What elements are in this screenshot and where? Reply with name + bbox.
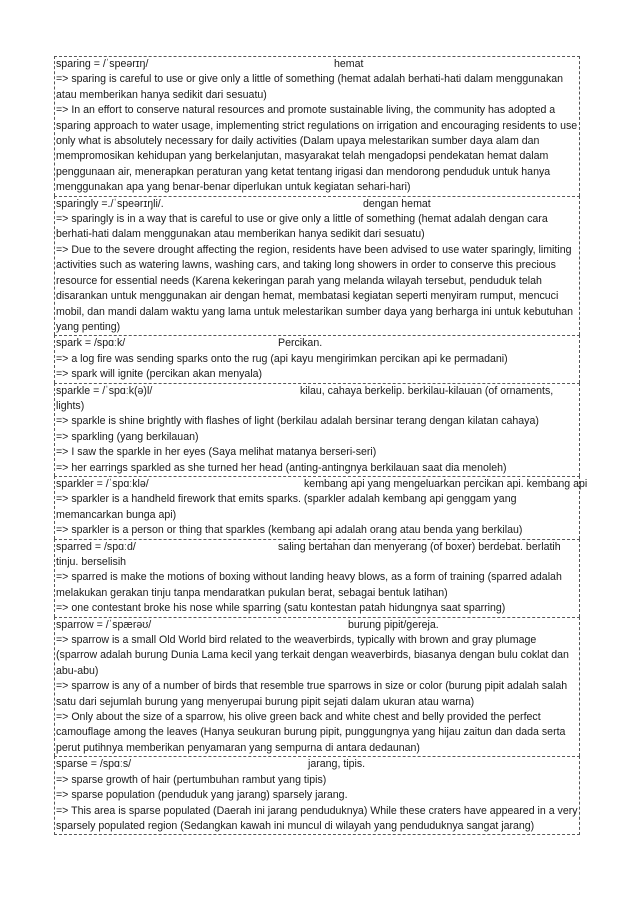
entry-header (56, 618, 578, 633)
meaning: jarang, tipis. (308, 758, 366, 771)
entry-line: => sparrow is a small Old World bird related to the weaverbirds, typically with brown and gray plumage (sparrow adalah burung Dunia Lama kecil yang terkait dengan weaverbirds, biasanya dengan bulu coklat dan abu-abu) (56, 634, 569, 677)
entry-header (56, 757, 578, 772)
headword: sparkle = /ˈspɑːk(ə)l/ (56, 384, 153, 397)
dictionary-entry (54, 196, 580, 336)
meaning: hemat (334, 58, 364, 70)
dictionary-entry (54, 335, 580, 382)
entry-header (56, 336, 578, 351)
meaning: kembang api yang mengeluarkan percikan api. kembang api (304, 477, 588, 490)
dictionary-document (54, 56, 588, 835)
entry-line: => In an effort to conserve natural resources and promote sustainable living, the community has adopted a sparing approach to water usage, implementing strict regulations on irrigation and encouraging residents to use only what is absolutely necessary for daily activities (Dalam upaya melestarikan sumber daya alam dan mempromosikan kehidupan yang berkelanjutan, masyarakat telah mengadopsi pendekatan hemat dalam penggunaan air, menerapkan peraturan yang ketat tentang irigasi dan mendorong penduduk untuk hanya menggunakan apa yang benar-benar diperlukan untuk kegiatan sehari-hari) (56, 104, 578, 194)
headword: sparing = /ˈspeərɪŋ/ (56, 58, 149, 70)
entry-line: => her earrings sparkled as she turned her head (anting-antingnya berkilauan saat dia menoleh) (56, 461, 507, 474)
entry-header (56, 57, 578, 72)
meaning: burung pipit/gereja. (348, 618, 439, 631)
entry-line: => sparingly is in a way that is careful to use or give only a little of something (hemat adalah dengan cara berhati-hati dalam menggunakan atau memberikan hanya sedikit dari sesuatu) (56, 213, 548, 241)
meaning: saling bertahan dan menyerang (of boxer) berdebat. berlatih (278, 540, 561, 553)
entry-line: => sparrow is any of a number of birds that resemble true sparrows in size or color (burung pipit adalah salah satu dari sejumlah burung yang menyerupai burung pipit sejati dalam ukuran atau warna) (56, 680, 568, 708)
entry-line: => sparkler is a person or thing that sparkles (kembang api adalah orang atau benda yang berkilau) (56, 524, 523, 537)
headword: sparred = /spɑːd/ (56, 540, 136, 553)
meaning: dengan hemat (363, 197, 431, 210)
entry-line: => one contestant broke his nose while sparring (satu kontestan patah hidungnya saat sparring) (56, 602, 506, 615)
meaning: Percikan. (278, 337, 323, 350)
entry-header (56, 197, 578, 212)
entry-line: => sparkle is shine brightly with flashes of light (berkilau adalah bersinar terang dengan kilatan cahaya) (56, 415, 539, 428)
entry-line: => Only about the size of a sparrow, his olive green back and white chest and belly provided the perfect camouflage among the leaves (Hanya seukuran burung pipit, punggungnya yang hijau zaitun dan dada serta perut putihnya memberikan penyamaran yang sempurna di antara dedaunan) (56, 711, 566, 754)
entry-line: tinju. berselisih (56, 556, 127, 568)
headword: sparse = /spɑːs/ (56, 758, 132, 771)
entry-line: => I saw the sparkle in her eyes (Saya melihat matanya berseri-seri) (56, 446, 377, 459)
entry-line: => sparkling (yang berkilauan) (56, 430, 199, 443)
dictionary-entry (54, 56, 580, 196)
headword: sparrow = /ˈspærəʊ/ (56, 618, 152, 631)
entry-line: => a log fire was sending sparks onto the rug (api kayu mengirimkan percikan api ke permadani) (56, 352, 508, 365)
entry-line: => sparred is make the motions of boxing without landing heavy blows, as a form of training (sparred adalah melakukan gerakan tinju tanpa mendaratkan pukulan berat, sebagai bentuk latihan) (56, 571, 562, 599)
headword: spark = /spɑːk/ (56, 337, 126, 350)
dictionary-entry (54, 476, 588, 539)
dictionary-entry (54, 383, 580, 476)
entry-line: => This area is sparse populated (Daerah ini jarang penduduknya) While these craters have appeared in a very sparsely populated region (Sedangkan kawah ini muncul di wilayah yang penduduknya sangat jarang) (56, 804, 578, 832)
entry-line: => sparing is careful to use or give only a little of something (hemat adalah berhati-hati dalam menggunakan atau memberikan hanya sedikit dari sesuatu) (56, 73, 564, 101)
entry-header (56, 477, 588, 492)
entry-line: => Due to the severe drought affecting the region, residents have been advised to use water sparingly, limiting activities such as watering lawns, washing cars, and taking long showers in order to conserve this precious resource for essential needs (Karena kekeringan parah yang melanda wilayah tersebut, penduduk telah disarankan untuk menggunakan air dengan hemat, membatasi kegiatan seperti menyiram rumput, mencuci mobil, dan mandi dalam waktu yang lama untuk melestarikan sumber daya yang berharga ini untuk kebutuhan yang penting) (56, 243, 574, 333)
entry-line: => sparse growth of hair (pertumbuhan rambut yang tipis) (56, 773, 327, 786)
dictionary-entry (54, 539, 580, 617)
entry-line: lights) (56, 399, 85, 412)
entry-line: => spark will ignite (percikan akan menyala) (56, 368, 263, 381)
headword: sparingly =./ˈspeərɪŋli/. (56, 197, 164, 210)
dictionary-entry (54, 756, 580, 835)
entry-line: => sparse population (penduduk yang jarang) sparsely jarang. (56, 789, 348, 802)
entry-line: => sparkler is a handheld firework that emits sparks. (sparkler adalah kembang api genggam yang memancarkan bunga api) (56, 493, 517, 521)
entry-header (56, 540, 578, 555)
meaning: kilau, cahaya berkelip. berkilau-kilauan (of ornaments, (300, 384, 554, 397)
headword: sparkler = /ˈspɑːklə/ (56, 477, 149, 490)
dictionary-entry (54, 617, 580, 757)
entry-header (56, 384, 578, 399)
